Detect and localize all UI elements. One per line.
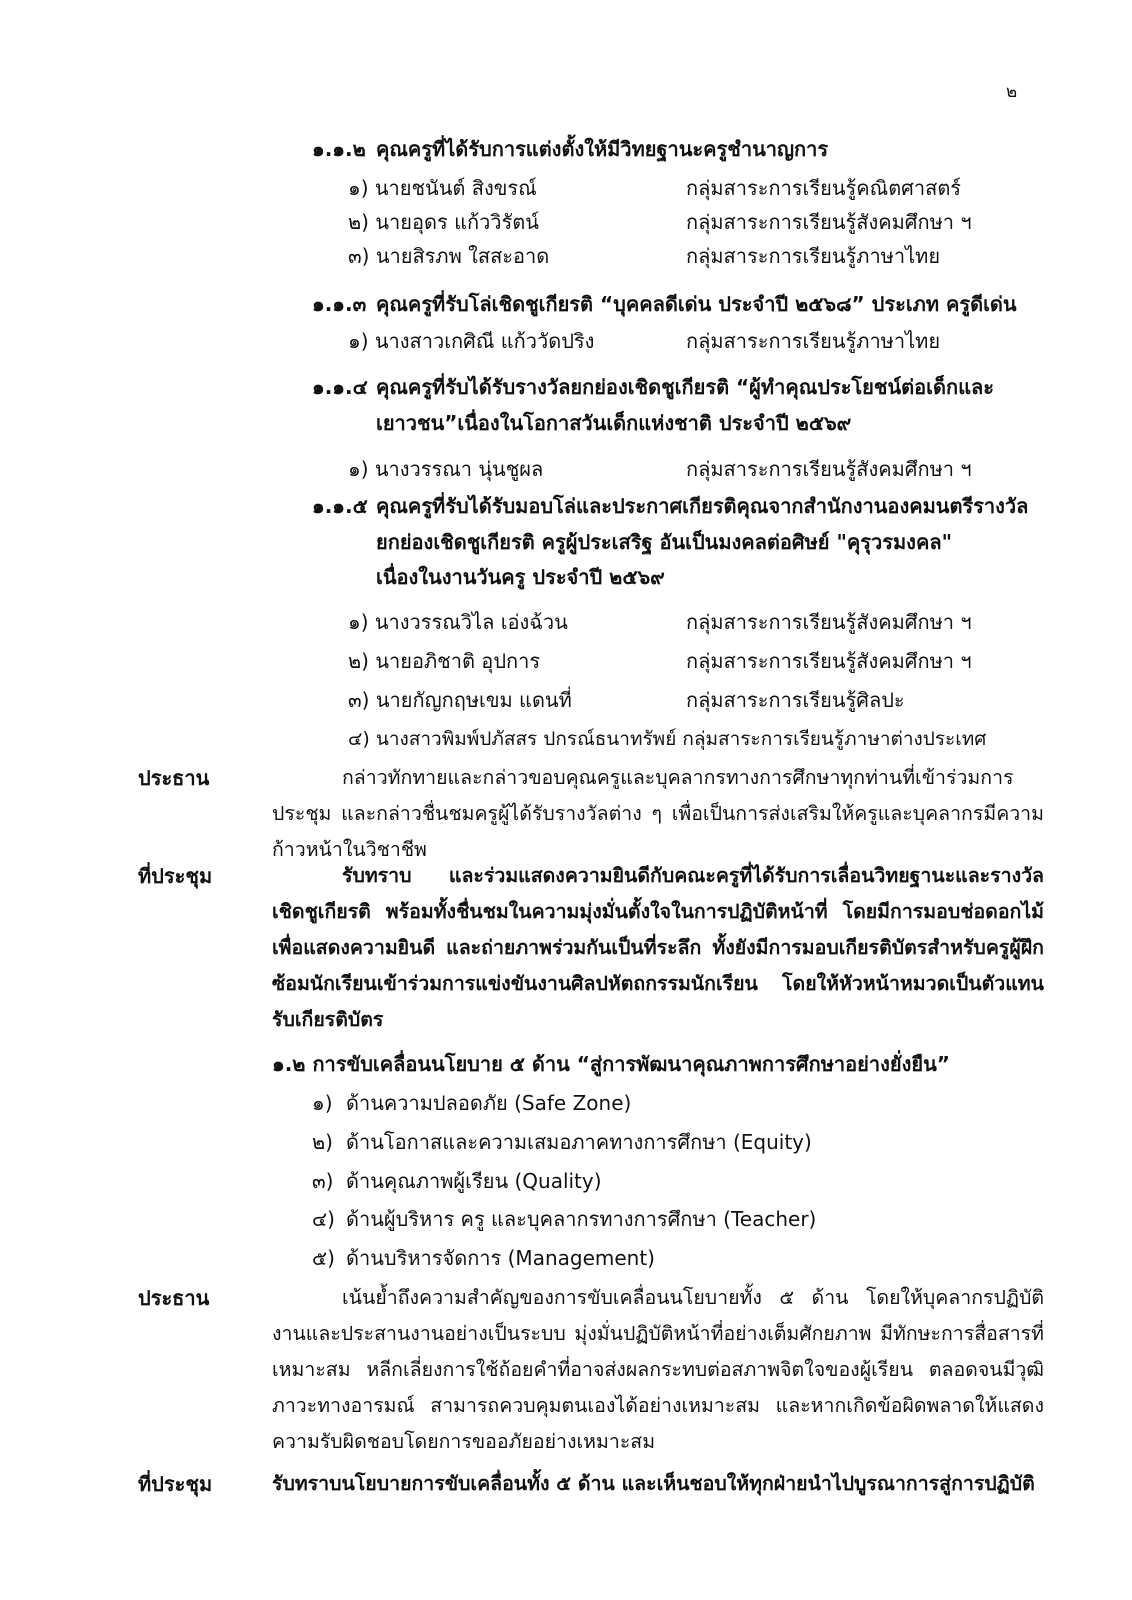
section-113-number: ๑.๑.๓ <box>312 292 367 316</box>
policy-item-2-text: ด้านโอกาสและความเสมอภาคทางการศึกษา (Equity) <box>346 1130 812 1154</box>
policy-item-2 <box>312 1128 812 1156</box>
page-number: ๒ <box>1006 82 1018 102</box>
section-114-person-1-dept: กลุ่มสาระการเรียนรู้สังคมศึกษา ฯ <box>686 457 972 481</box>
section-112-title: คุณครูที่ได้รับการแต่งตั้งให้มีวิทยฐานะครูชำนาญการ <box>376 137 829 161</box>
section-112-person-3-dept: กลุ่มสาระการเรียนรู้ภาษาไทย <box>686 244 941 268</box>
section-115-person-2-dept: กลุ่มสาระการเรียนรู้สังคมศึกษา ฯ <box>686 649 972 673</box>
meeting-resolution-2: รับทราบนโยบายการขับเคลื่อนทั้ง ๕ ด้าน และเห็นชอบให้ทุกฝ่ายนำไปบูรณาการสู่การปฏิบัติ <box>272 1472 1035 1495</box>
section-114-number: ๑.๑.๔ <box>312 375 368 399</box>
section-113-heading <box>312 290 1017 318</box>
policy-item-4 <box>312 1205 816 1233</box>
policy-item-1 <box>312 1089 631 1117</box>
section-115-person-3-name: ๓) นายกัญกฤษเขม แดนที่ <box>348 688 572 712</box>
chair-statement-2 <box>272 1280 1044 1460</box>
chair-statement-2-text: เน้นย้ำถึงความสำคัญของการขับเคลื่อนนโยบายทั้ง ๕ ด้าน โดยให้บุคลากรปฏิบัติงานและประสานงานอย่างเป็นระบบ มุ่งมั่นปฏิบัติหน้าที่อย่างเต็มศักยภาพ มีทักษะการสื่อสารที่เหมาะสม หลีกเลี่ยงการใช้ถ้อยคำที่อาจส่งผลกระทบต่อสภาพจิตใจของผู้เรียน ตลอดจนมีวุฒิภาวะทางอารมณ์ สามารถควบคุมตนเองได้อย่างเหมาะสม และหากเกิดข้อผิดพลาดให้แสดงความรับผิดชอบโดยการขออภัยอย่างเหมาะสม <box>272 1286 1044 1453</box>
section-115-person-4: ๔) นางสาวพิมพ์ปภัสสร ปกรณ์ธนาทรัพย์ กลุ่มสาระการเรียนรู้ภาษาต่างประเทศ <box>348 728 987 750</box>
section-113-title: คุณครูที่รับโล่เชิดชูเกียรติ “บุคคลดีเด่น ประจำปี ๒๕๖๘” ประเภท ครูดีเด่น <box>376 292 1017 316</box>
section-115-title-line3: เนื่องในงานวันครู ประจำปี ๒๕๖๙ <box>376 565 665 589</box>
section-115-person-1-name: ๑) นางวรรณวิไล เอ่งฉ้วน <box>348 610 568 634</box>
section-115-person-2-name: ๒) นายอภิชาติ อุปการ <box>348 649 541 673</box>
section-113-person-1-name: ๑) นางสาวเกศิณี แก้ววัดปริง <box>348 329 595 353</box>
section-115-person-3-dept: กลุ่มสาระการเรียนรู้ศิลปะ <box>686 688 905 712</box>
section-112-person-3-name: ๓) นายสิรภพ ใสสะอาด <box>348 244 550 268</box>
section-12-heading: ๑.๒ การขับเคลื่อนนโยบาย ๕ ด้าน “สู่การพัฒนาคุณภาพการศึกษาอย่างยั่งยืน” <box>272 1052 950 1076</box>
policy-item-1-number: ๑) <box>312 1091 333 1115</box>
policy-item-3-number: ๓) <box>312 1169 334 1193</box>
policy-item-3-text: ด้านคุณภาพผู้เรียน (Quality) <box>346 1169 602 1193</box>
section-112-number: ๑.๑.๒ <box>312 137 366 161</box>
section-114-title-line2: เยาวชน”เนื่องในโอกาสวันเด็กแห่งชาติ ประจำปี ๒๕๖๙ <box>376 411 852 435</box>
policy-item-5-text: ด้านบริหารจัดการ (Management) <box>346 1246 655 1270</box>
meeting-label-1: ที่ประชุม <box>138 864 213 888</box>
policy-item-3 <box>312 1167 602 1195</box>
section-112-person-1-name: ๑) นายชนันต์ สิงขรณ์ <box>348 176 537 200</box>
section-115-number: ๑.๑.๕ <box>312 494 368 518</box>
section-115-person-1-dept: กลุ่มสาระการเรียนรู้สังคมศึกษา ฯ <box>686 610 972 634</box>
section-112-heading <box>312 135 828 163</box>
policy-item-1-text: ด้านความปลอดภัย (Safe Zone) <box>346 1091 632 1115</box>
meeting-resolution-1 <box>272 858 1044 1038</box>
chair-label-2: ประธาน <box>138 1286 210 1310</box>
section-114-person-1-name: ๑) นางวรรณา นุ่นชูผล <box>348 457 544 481</box>
section-114-title-line1: คุณครูที่รับได้รับรางวัลยกย่องเชิดชูเกียรติ “ผู้ทำคุณประโยชน์ต่อเด็กและ <box>376 375 994 399</box>
meeting-resolution-1-text: รับทราบ และร่วมแสดงความยินดีกับคณะครูที่ได้รับการเลื่อนวิทยฐานะและรางวัลเชิดชูเกียรติ พร้อมทั้งชื่นชมในความมุ่งมั่นตั้งใจในการปฏิบัติหน้าที่ โดยมีการมอบช่อดอกไม้เพื่อแสดงความยินดี และถ่ายภาพร่วมกันเป็นที่ระลึก ทั้งยังมีการมอบเกียรติบัตรสำหรับครูผู้ฝึกซ้อมนักเรียนเข้าร่วมการแข่งขันงานศิลปหัตถกรรมนักเรียน โดยให้หัวหน้าหมวดเป็นตัวแทนรับเกียรติบัตร <box>272 864 1044 1031</box>
policy-item-5 <box>312 1244 655 1272</box>
policy-item-4-text: ด้านผู้บริหาร ครู และบุคลากรทางการศึกษา (Teacher) <box>346 1207 817 1231</box>
policy-item-5-number: ๕) <box>312 1246 335 1270</box>
chair-label-1: ประธาน <box>138 766 210 790</box>
section-115-title-line2: ยกย่องเชิดชูเกียรติ ครูผู้ประเสริฐ อันเป็นมงคลต่อศิษย์ "คุรุวรมงคล" <box>376 530 953 554</box>
policy-item-4-number: ๔) <box>312 1207 335 1231</box>
section-112-person-1-dept: กลุ่มสาระการเรียนรู้คณิตศาสตร์ <box>686 176 962 200</box>
section-114-heading <box>312 373 994 401</box>
section-113-person-1-dept: กลุ่มสาระการเรียนรู้ภาษาไทย <box>686 329 941 353</box>
meeting-label-2: ที่ประชุม <box>138 1472 213 1496</box>
section-115-heading <box>312 492 1028 520</box>
section-112-person-2-dept: กลุ่มสาระการเรียนรู้สังคมศึกษา ฯ <box>686 210 972 234</box>
section-115-title-line1: คุณครูที่รับได้รับมอบโล่และประกาศเกียรติคุณจากสำนักงานองคมนตรีรางวัล <box>376 494 1029 518</box>
policy-item-2-number: ๒) <box>312 1130 333 1154</box>
chair-statement-1 <box>272 760 1044 868</box>
section-112-person-2-name: ๒) นายอุดร แก้ววิรัตน์ <box>348 210 539 234</box>
chair-statement-1-text: กล่าวทักทายและกล่าวขอบคุณครูและบุคลากรทางการศึกษาทุกท่านที่เข้าร่วมการประชุม และกล่าวชื่นชมครูผู้ได้รับรางวัลต่าง ๆ เพื่อเป็นการส่งเสริมให้ครูและบุคลากรมีความก้าวหน้าในวิชาชีพ <box>272 766 1044 861</box>
